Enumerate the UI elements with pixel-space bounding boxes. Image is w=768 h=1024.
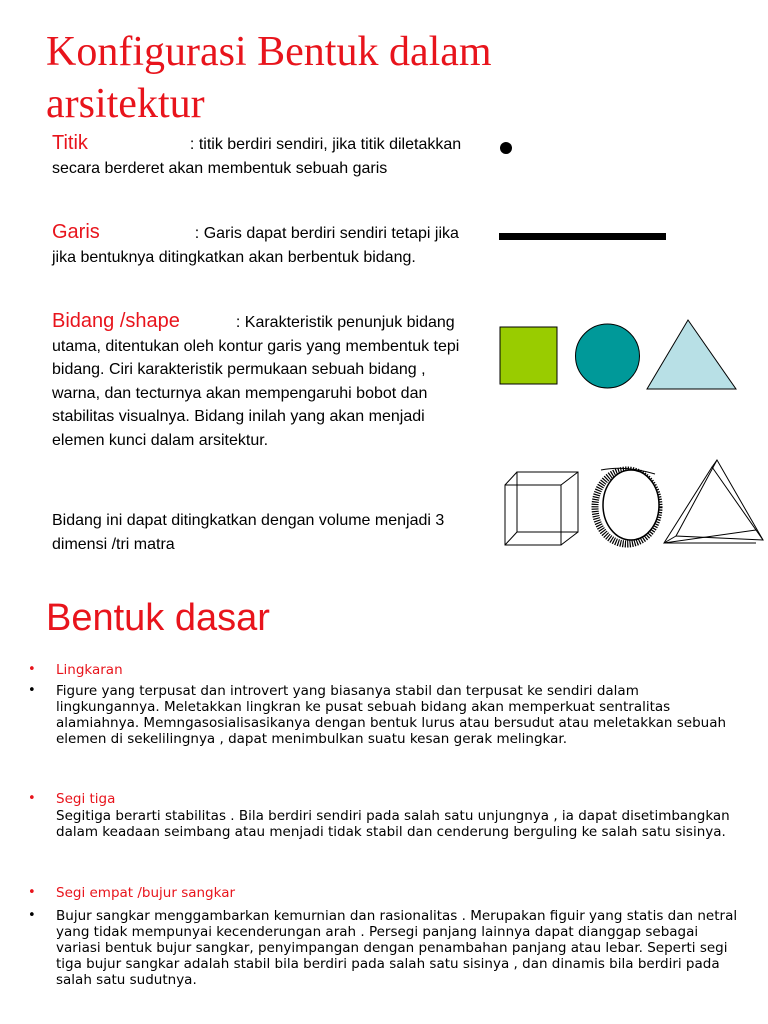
dot-icon [500,142,512,154]
triangle-icon [647,320,736,389]
cylinder-icon [595,468,659,544]
shape-name: Segi empat /bujur sangkar [56,885,236,901]
line-icon [499,233,666,240]
shape-name: Lingkaran [56,662,123,678]
element-description: : Garis dapat berdiri sendiri tetapi jika jika bentuknya ditingkatkan akan berbentuk bidang. [52,225,459,266]
element-description: : Karakteristik penunjuk bidang utama, ditentukan oleh kontur garis yang membentuk tepi bidang. Ciri karakteristik permukaan sebuah bidang , warna, dan tecturnya akan mempengaruhi bobot dan stabilitas visualnya. Bidang inilah yang akan menjadi elemen kunci dalam arsitektur. [52,314,460,449]
bullet-icon: • [28,885,36,900]
circle-icon [576,324,640,388]
element-term: Bidang /shape [52,310,180,332]
list-item-segitiga [0,791,768,871]
list-item-lingkaran [0,662,768,772]
cube-icon [505,472,578,545]
prism-icon [664,460,763,543]
shape-description: Figure yang terpusat dan introvert yang biasanya stabil dan terpusat ke sendiri dalam lingkungannya. Meletakkan lingkran ke pusat sebuah bidang akan memperkuat sentralitas alamiahnya. Memngasosialisasikanya dengan bentuk lurus atau bersudut atau meletakkan sebuah elemen di sekelilingnya , dapat menimbulkan suatu kesan gerak melingkar. [56,683,727,747]
bullet-icon: • [28,683,36,698]
shape-description: Segitiga berarti stabilitas . Bila berdiri sendiri pada salah satu unjungnya , ia dapat disetimbangkan dalam keadaan seimbang atau menjadi tidak stabil dan cenderung berguling ke salah satu sisinya. [56,808,730,840]
page-title: Konfigurasi Bentuk dalam arsitektur [46,29,492,127]
shape-description: Bujur sangkar menggambarkan kemurnian dan rasionalitas . Merupakan figuir yang statis dan netral yang tidak mempunyai kecenderungan arah . Persegi panjang lainnya dapat dianggap sebagai variasi bentuk bujur sangkar, penyimpangan dengan penambahan panjang atau lebar. Seperti segi tiga bujur sangkar adalah stabil bila berdiri pada salah satu sisinya , dan dinamis bila berdiri pada salah satu sudutnya. [56,908,738,988]
bullet-icon: • [28,791,36,806]
section-title: Bentuk dasar [46,597,270,639]
bullet-icon: • [28,662,36,677]
shape-name: Segi tiga [56,791,116,807]
list-item-segiempat [0,885,768,1015]
element-description: : titik berdiri sendiri, jika titik diletakkan secara berderet akan membentuk sebuah garis [52,136,462,177]
volume-note: Bidang ini dapat ditingkatkan dengan volume menjadi 3 dimensi /tri matra [52,512,445,553]
element-term: Garis [52,221,100,243]
square-icon [500,327,557,384]
element-term: Titik [52,132,88,154]
bullet-icon: • [28,908,36,923]
